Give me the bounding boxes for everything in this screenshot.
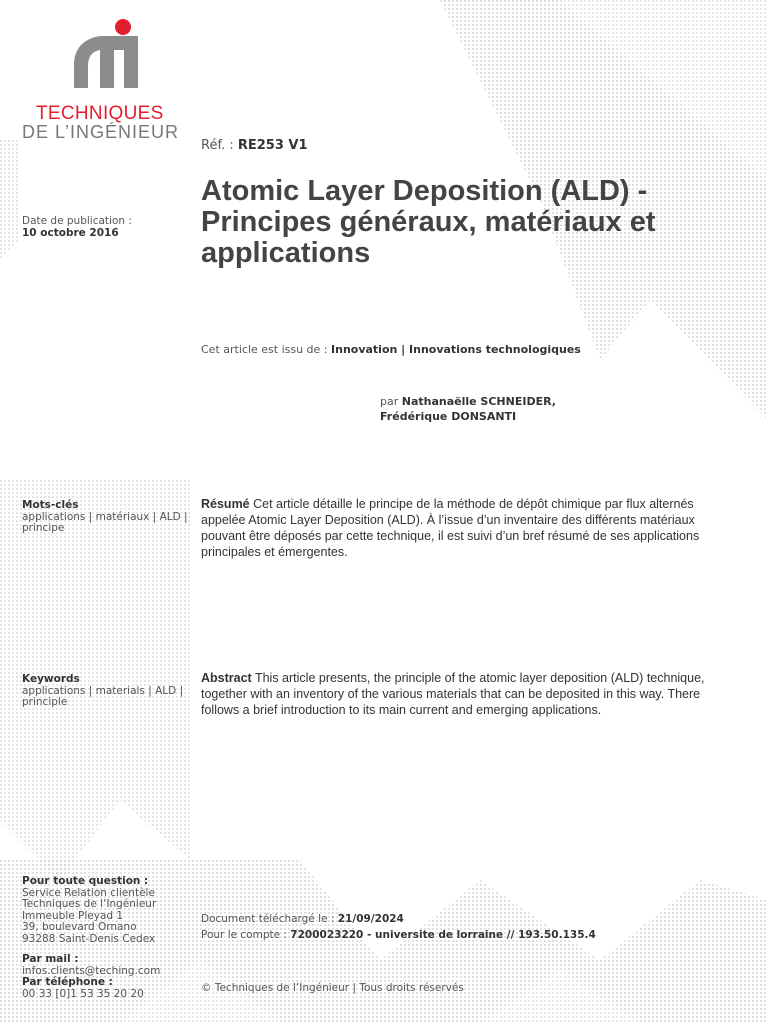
- keywords: [22, 674, 192, 709]
- keywords-label: Keywords: [22, 673, 80, 685]
- contact-address-line: 39, boulevard Ornano: [22, 921, 137, 933]
- download-date-label: Document téléchargé le :: [201, 913, 335, 925]
- contact-info: [22, 876, 192, 1000]
- publication-date: [22, 216, 132, 239]
- author-1: Nathanaëlle SCHNEIDER,: [401, 395, 556, 408]
- download-account-label: Pour le compte :: [201, 929, 287, 941]
- keywords-value: applications | materials | ALD | principle: [22, 684, 184, 708]
- contact-phone-label: Par téléphone :: [22, 976, 113, 988]
- source-label: Cet article est issu de :: [201, 343, 328, 356]
- ref-label: Réf. :: [201, 138, 234, 153]
- reference: [201, 138, 308, 153]
- authors: [380, 394, 556, 424]
- logo-text-techniques: TECHNIQUES: [36, 103, 164, 124]
- publication-date-value: 10 octobre 2016: [22, 226, 119, 239]
- download-date: 21/09/2024: [337, 913, 404, 925]
- contact-address-line: Techniques de l’Ingénieur: [22, 898, 157, 910]
- source-value: Innovation | Innovations technologiques: [331, 343, 581, 356]
- publication-date-label: Date de publication :: [22, 215, 132, 227]
- author-2: Frédérique DONSANTI: [380, 410, 517, 423]
- resume-text: Cet article détaille le principe de la méthode de dépôt chimique par flux alternés appelée Atomic Layer Deposition (ALD). À l’issue d’un inventaire des différents matériaux pouvant être déposés par cette technique, il est suivi d’un bref résumé de ses applications principales et émergentes.: [201, 497, 700, 559]
- article-title: Atomic Layer Deposition (ALD) - Principes généraux, matériaux et applications: [201, 175, 656, 269]
- download-account: 7200023220 - universite de lorraine // 193.50.135.4: [290, 929, 596, 941]
- contact-address-line: 93288 Saint-Denis Cedex: [22, 932, 156, 945]
- contact-mail-label: Par mail :: [22, 953, 79, 965]
- article-source: [201, 343, 581, 356]
- contact-question-label: Pour toute question :: [22, 875, 149, 887]
- mots-cles: [22, 500, 192, 535]
- logo-mark-icon: [70, 18, 148, 93]
- abstract-text: This article presents, the principle of the atomic layer deposition (ALD) technique, together with an inventory of the various materials that can be deposited in this way. There follows a brief introduction to its main current and emerging applications.: [201, 671, 705, 717]
- contact-address-line: Service Relation clientèle: [22, 886, 155, 899]
- abstract: [201, 670, 721, 718]
- ref-code: RE253 V1: [237, 138, 308, 153]
- abstract-label: Abstract: [201, 671, 252, 685]
- logo-text-ingenieur: DE L’INGÉNIEUR: [22, 122, 180, 142]
- techniques-ingenieur-logo: [22, 18, 192, 143]
- resume: [201, 496, 721, 560]
- mots-cles-value: applications | matériaux | ALD | principe: [22, 510, 188, 534]
- authors-prefix: par: [380, 395, 399, 408]
- contact-mail[interactable]: infos.clients@teching.com: [22, 964, 161, 977]
- copyright: © Techniques de l’Ingénieur | Tous droits réservés: [201, 982, 464, 994]
- contact-phone: 00 33 [0]1 53 35 20 20: [22, 987, 144, 1000]
- contact-address-line: Immeuble Pleyad 1: [22, 909, 124, 922]
- download-info: [201, 911, 596, 943]
- resume-label: Résumé: [201, 497, 250, 511]
- mots-cles-label: Mots-clés: [22, 499, 79, 511]
